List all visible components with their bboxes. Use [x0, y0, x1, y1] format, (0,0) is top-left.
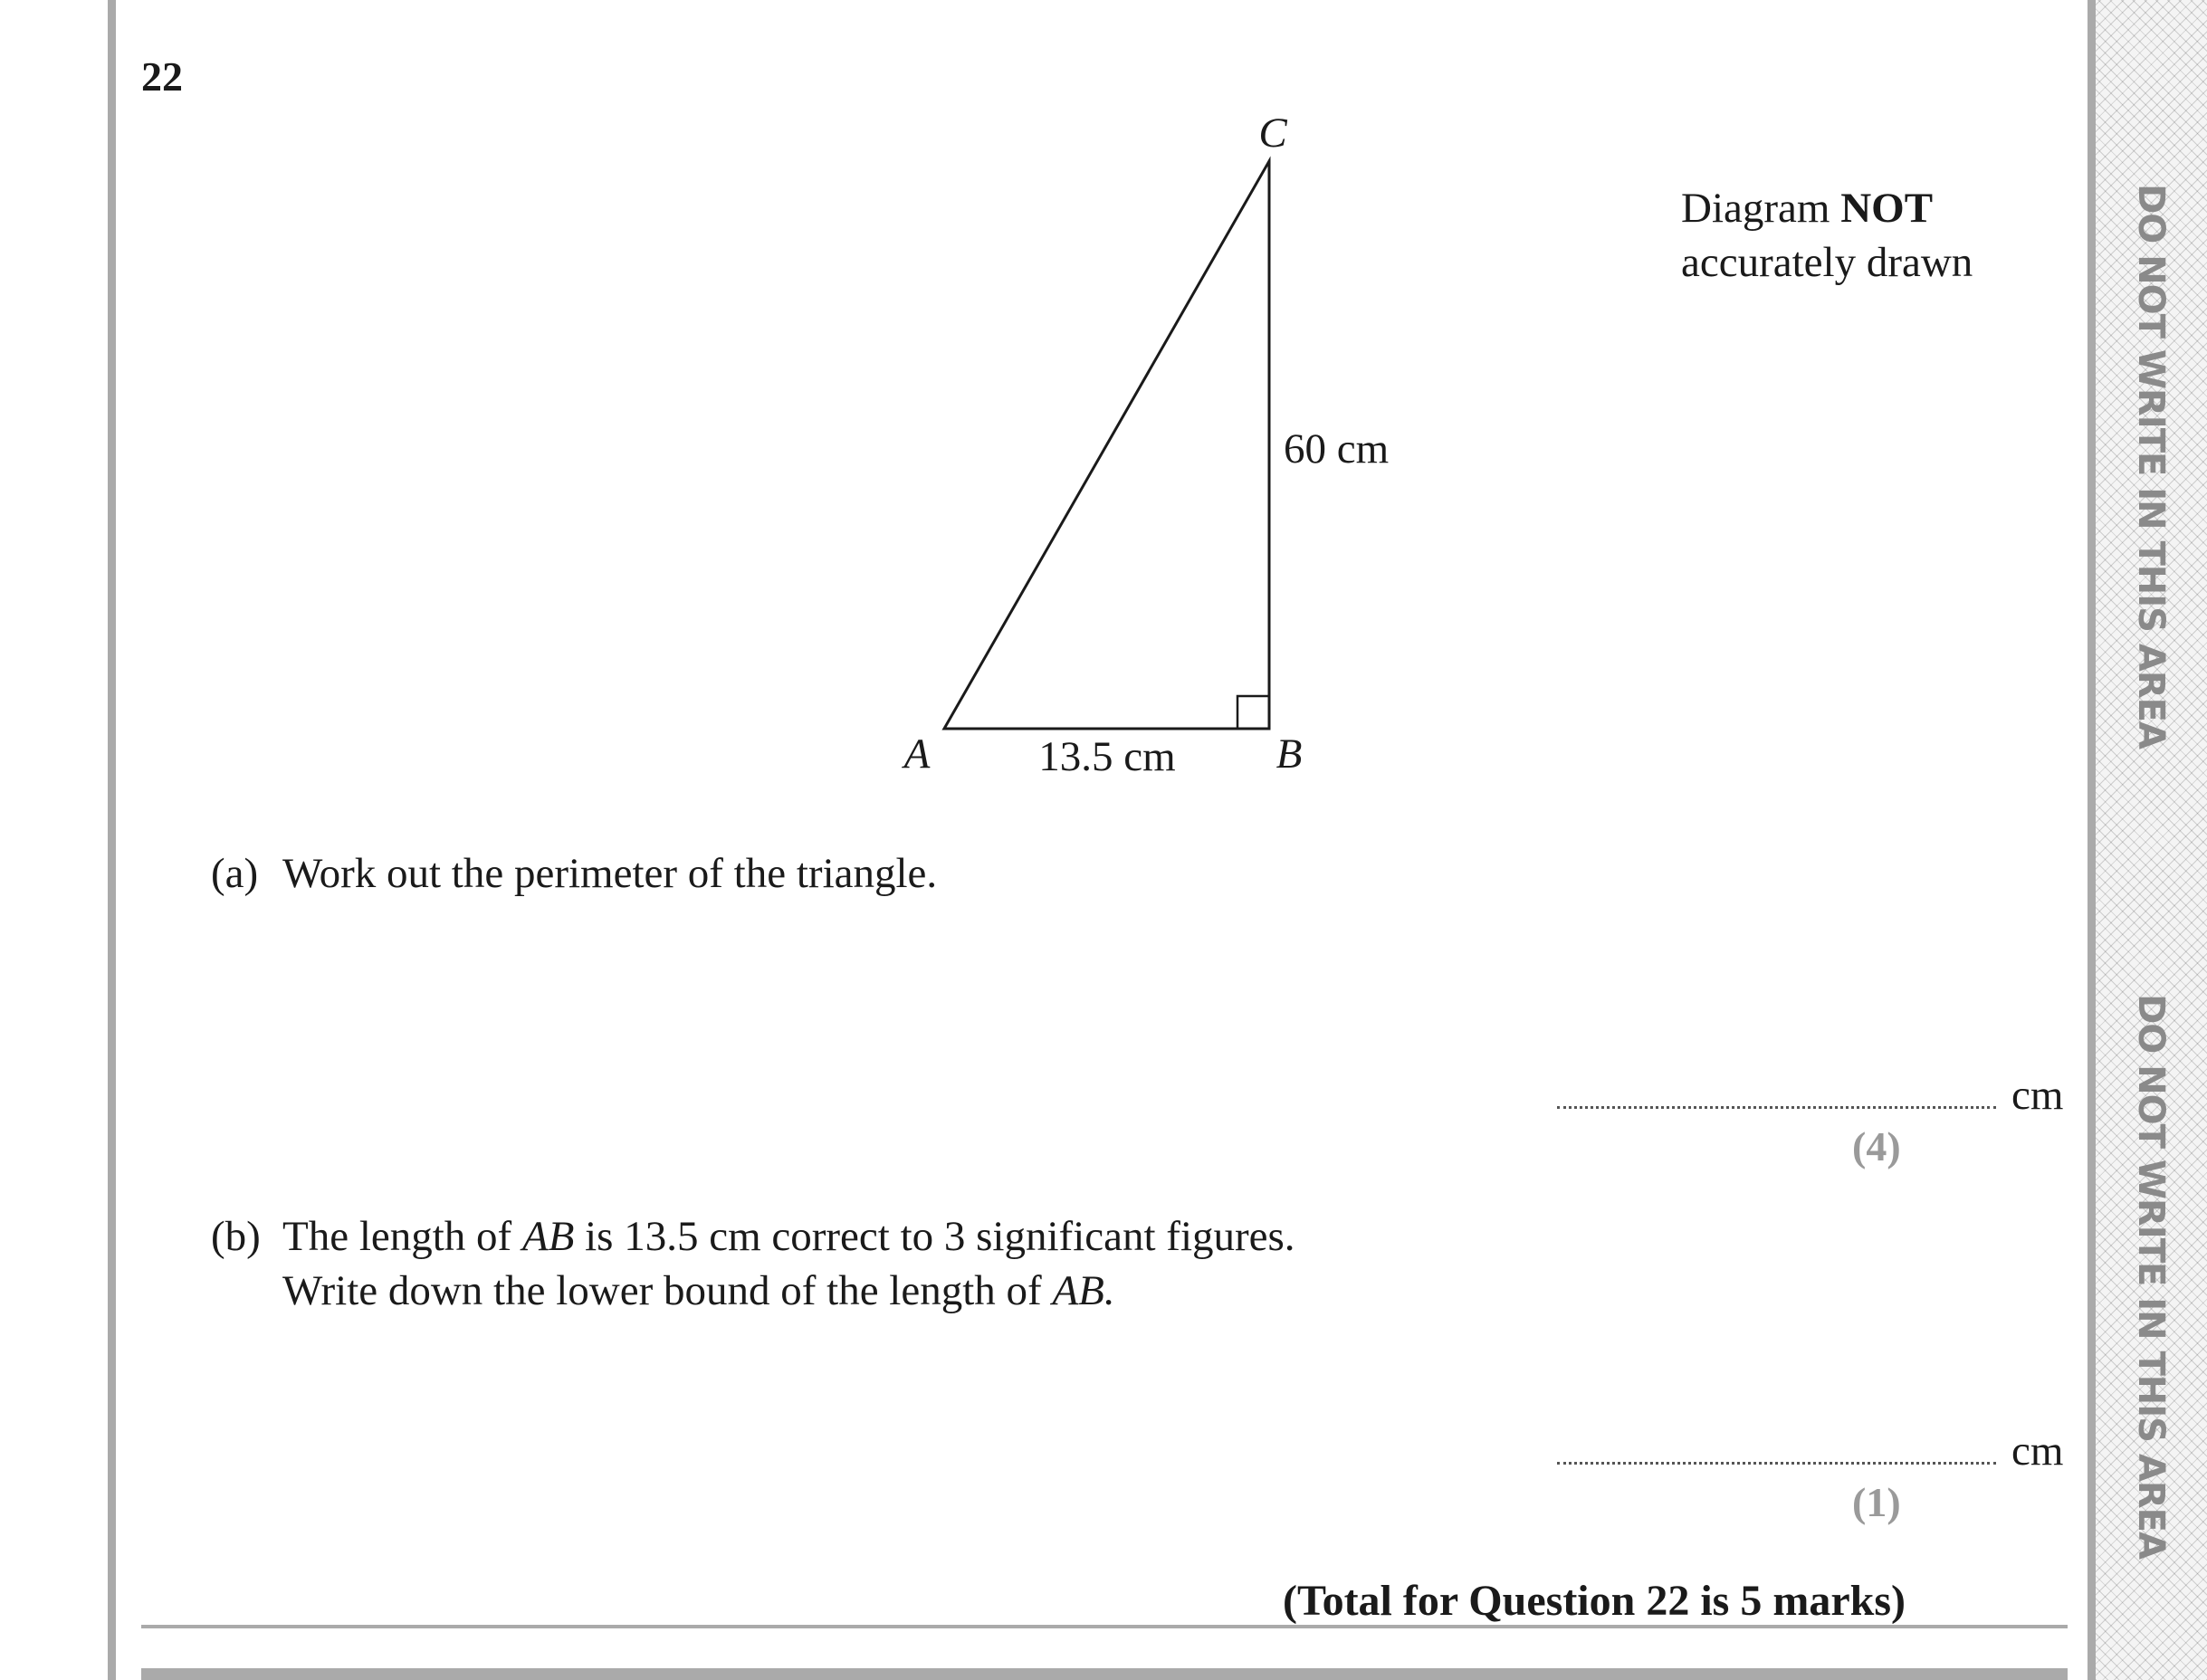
right-angle-marker — [1237, 696, 1269, 729]
part-a-answer-line[interactable] — [1557, 1106, 1996, 1109]
vertex-a-label: A — [903, 730, 931, 778]
triangle-abc — [944, 161, 1269, 729]
part-b-line1-post: is 13.5 cm correct to 3 significant figures. — [574, 1213, 1295, 1260]
part-b-line1-pre: The length of — [282, 1213, 522, 1260]
page-bottom-bar — [141, 1668, 2068, 1680]
side-bc-length: 60 cm — [1284, 425, 1390, 472]
note-bold: NOT — [1840, 185, 1934, 232]
part-b-line2-pre: Write down the lower bound of the length of — [282, 1267, 1053, 1314]
note-prefix: Diagram — [1681, 185, 1830, 232]
question-number: 22 — [141, 53, 183, 100]
part-a-marks: (4) — [1852, 1123, 1901, 1169]
part-b-line1-ab: AB — [521, 1213, 575, 1260]
part-b-answer-line[interactable] — [1557, 1462, 1996, 1465]
part-a-label: (a) — [211, 850, 259, 897]
part-a-text: Work out the perimeter of the triangle. — [282, 850, 938, 897]
part-b-marks: (1) — [1852, 1479, 1901, 1525]
margin-warning-top: DO NOT WRITE IN THIS AREA — [2130, 184, 2172, 749]
vertex-c-label: C — [1258, 110, 1287, 157]
part-b-question — [211, 1209, 1295, 1318]
note-suffix: accurately drawn — [1681, 239, 1973, 286]
margin-warning-bottom: DO NOT WRITE IN THIS AREA — [2130, 994, 2172, 1559]
part-a-answer-unit: cm — [2011, 1072, 2064, 1119]
part-a-question — [211, 846, 937, 901]
side-ab-length: 13.5 cm — [1038, 733, 1176, 780]
part-b-label: (b) — [211, 1213, 261, 1260]
question-end-rule — [141, 1625, 2068, 1628]
vertex-b-label: B — [1275, 730, 1303, 778]
part-b-line2-ab: AB. — [1052, 1267, 1115, 1314]
part-b-answer-unit: cm — [2011, 1427, 2064, 1475]
question-total: (Total for Question 22 is 5 marks) — [1282, 1577, 1906, 1625]
